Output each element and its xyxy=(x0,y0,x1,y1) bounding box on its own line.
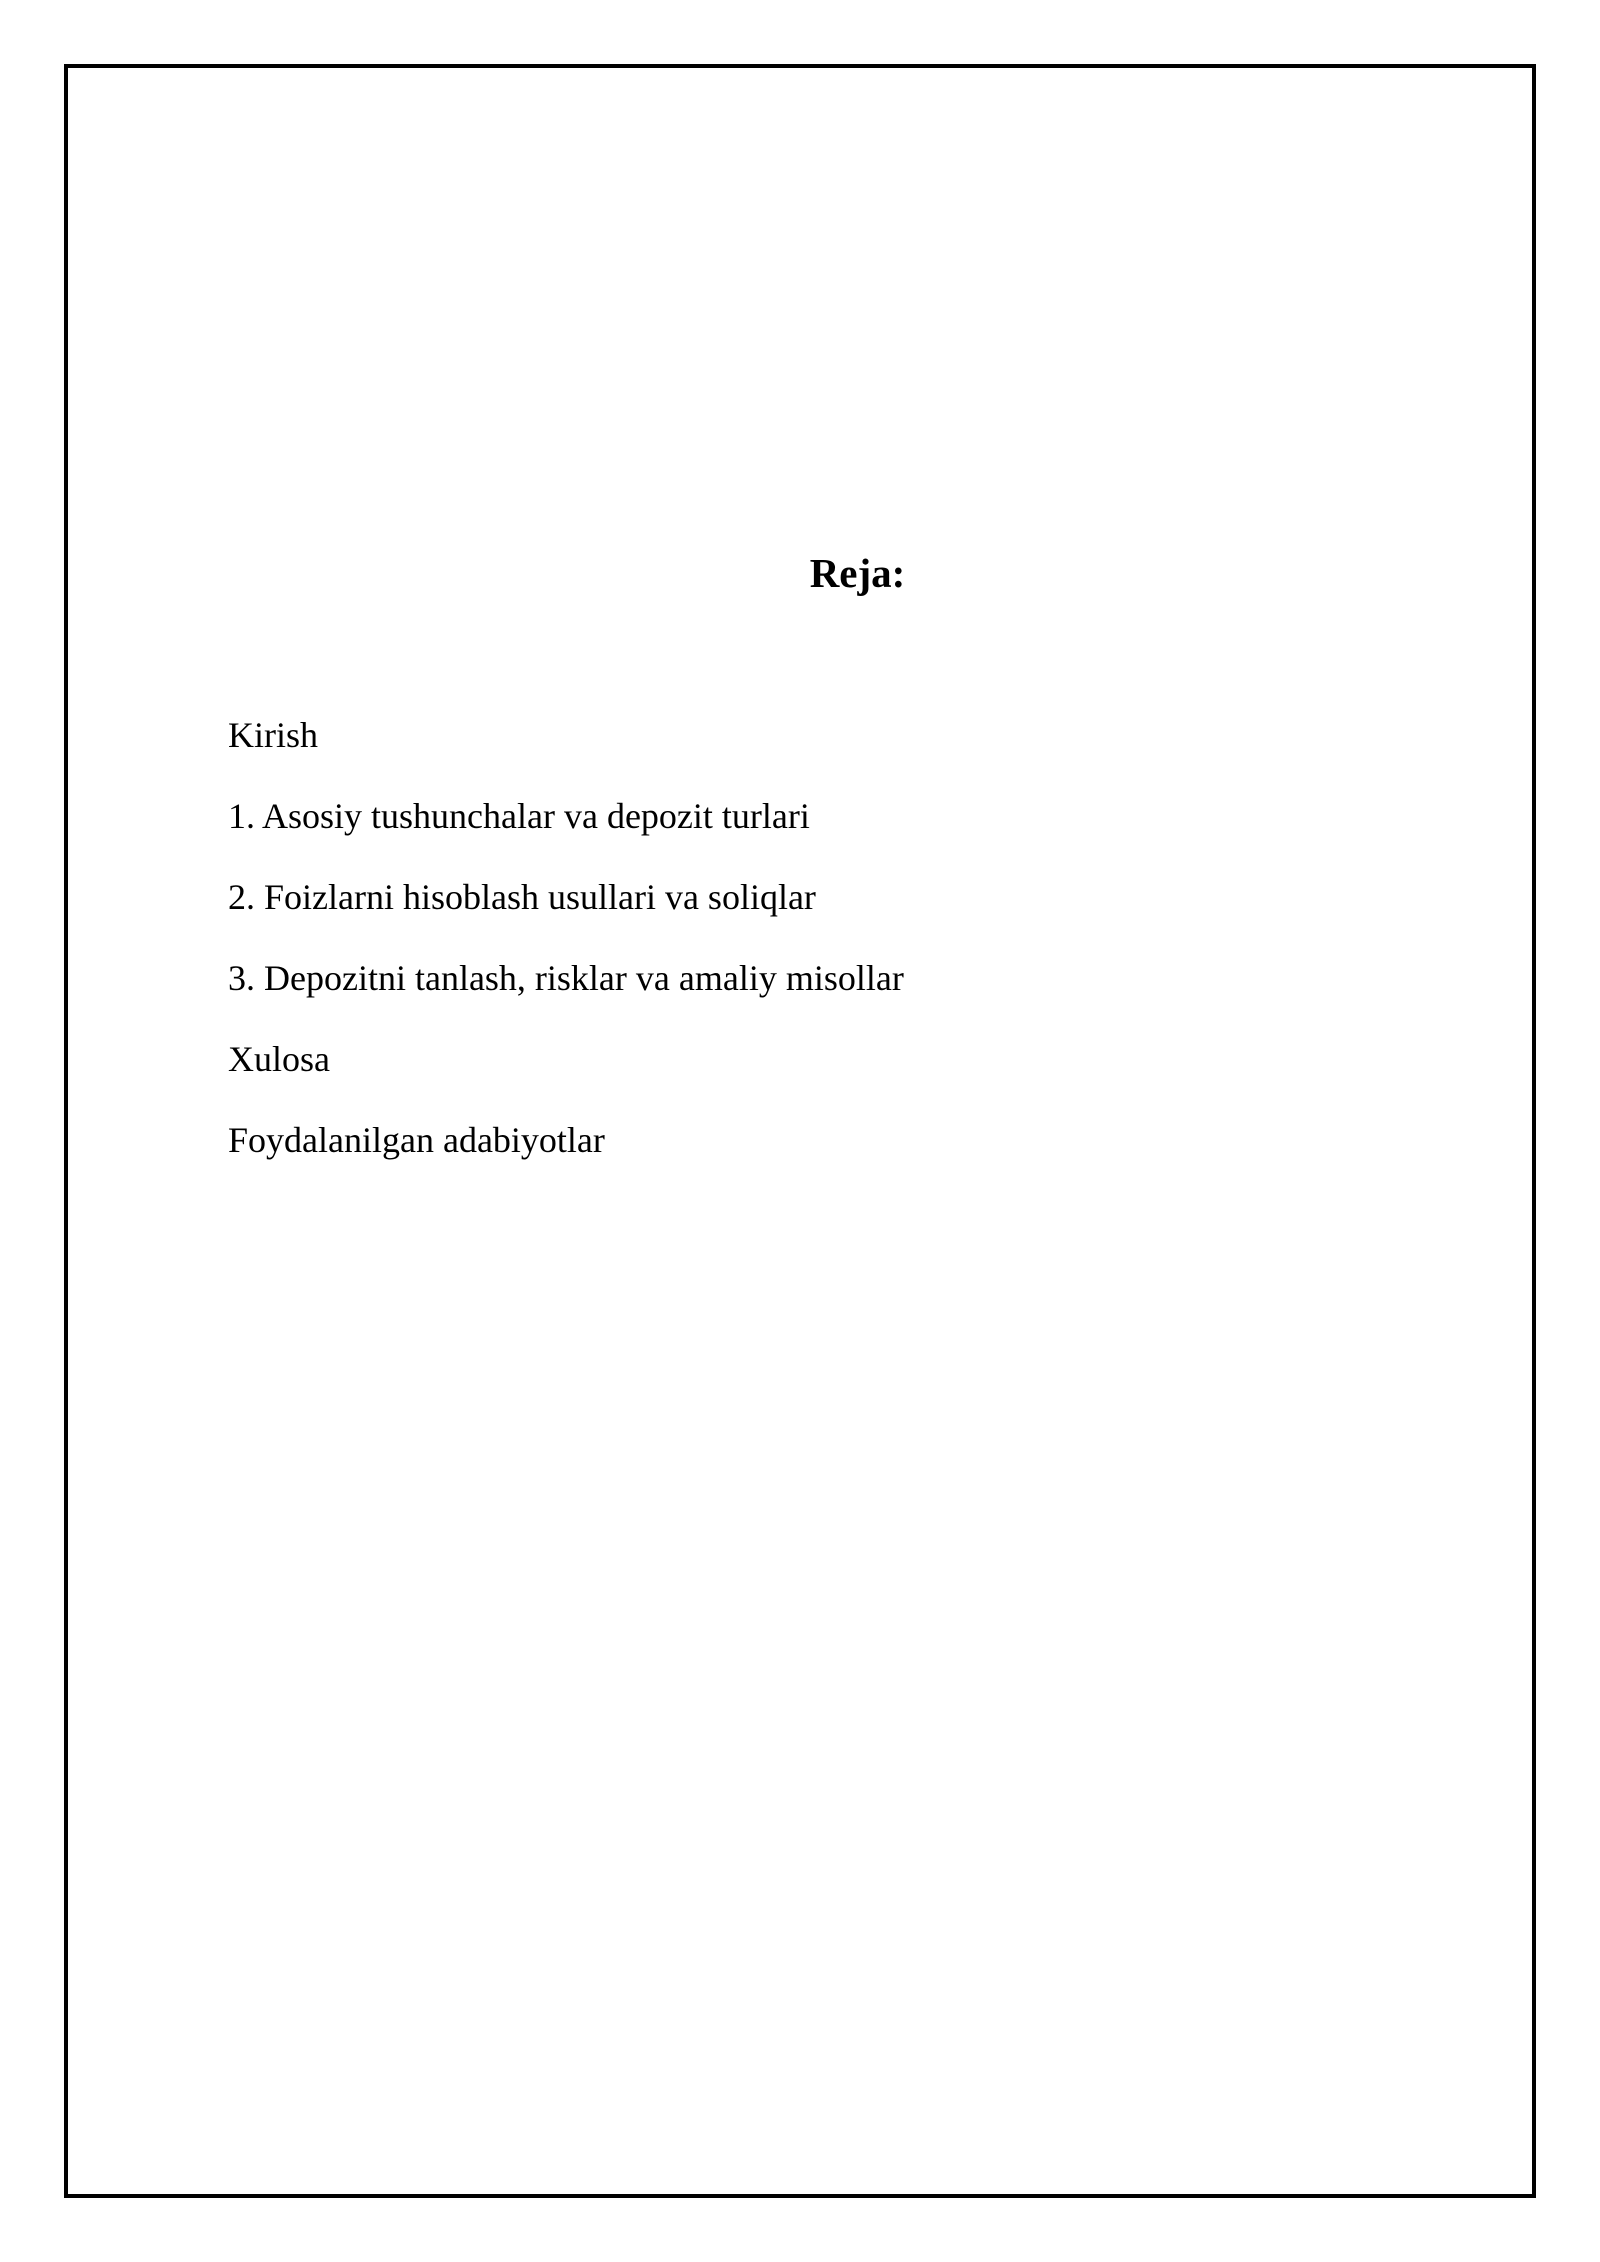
toc-item-chapter-3: 3. Depozitni tanlash, risklar va amaliy misollar xyxy=(228,958,904,998)
toc-item-chapter-2: 2. Foizlarni hisoblash usullari va soliqlar xyxy=(228,877,816,917)
table-of-contents xyxy=(228,695,904,1181)
toc-item-conclusion: Xulosa xyxy=(228,1039,330,1079)
toc-item-references: Foydalanilgan adabiyotlar xyxy=(228,1120,605,1160)
toc-item-chapter-1: 1. Asosiy tushunchalar va depozit turlari xyxy=(228,796,810,836)
page-title: Reja: xyxy=(809,550,906,596)
toc-item-introduction: Kirish xyxy=(228,715,318,755)
